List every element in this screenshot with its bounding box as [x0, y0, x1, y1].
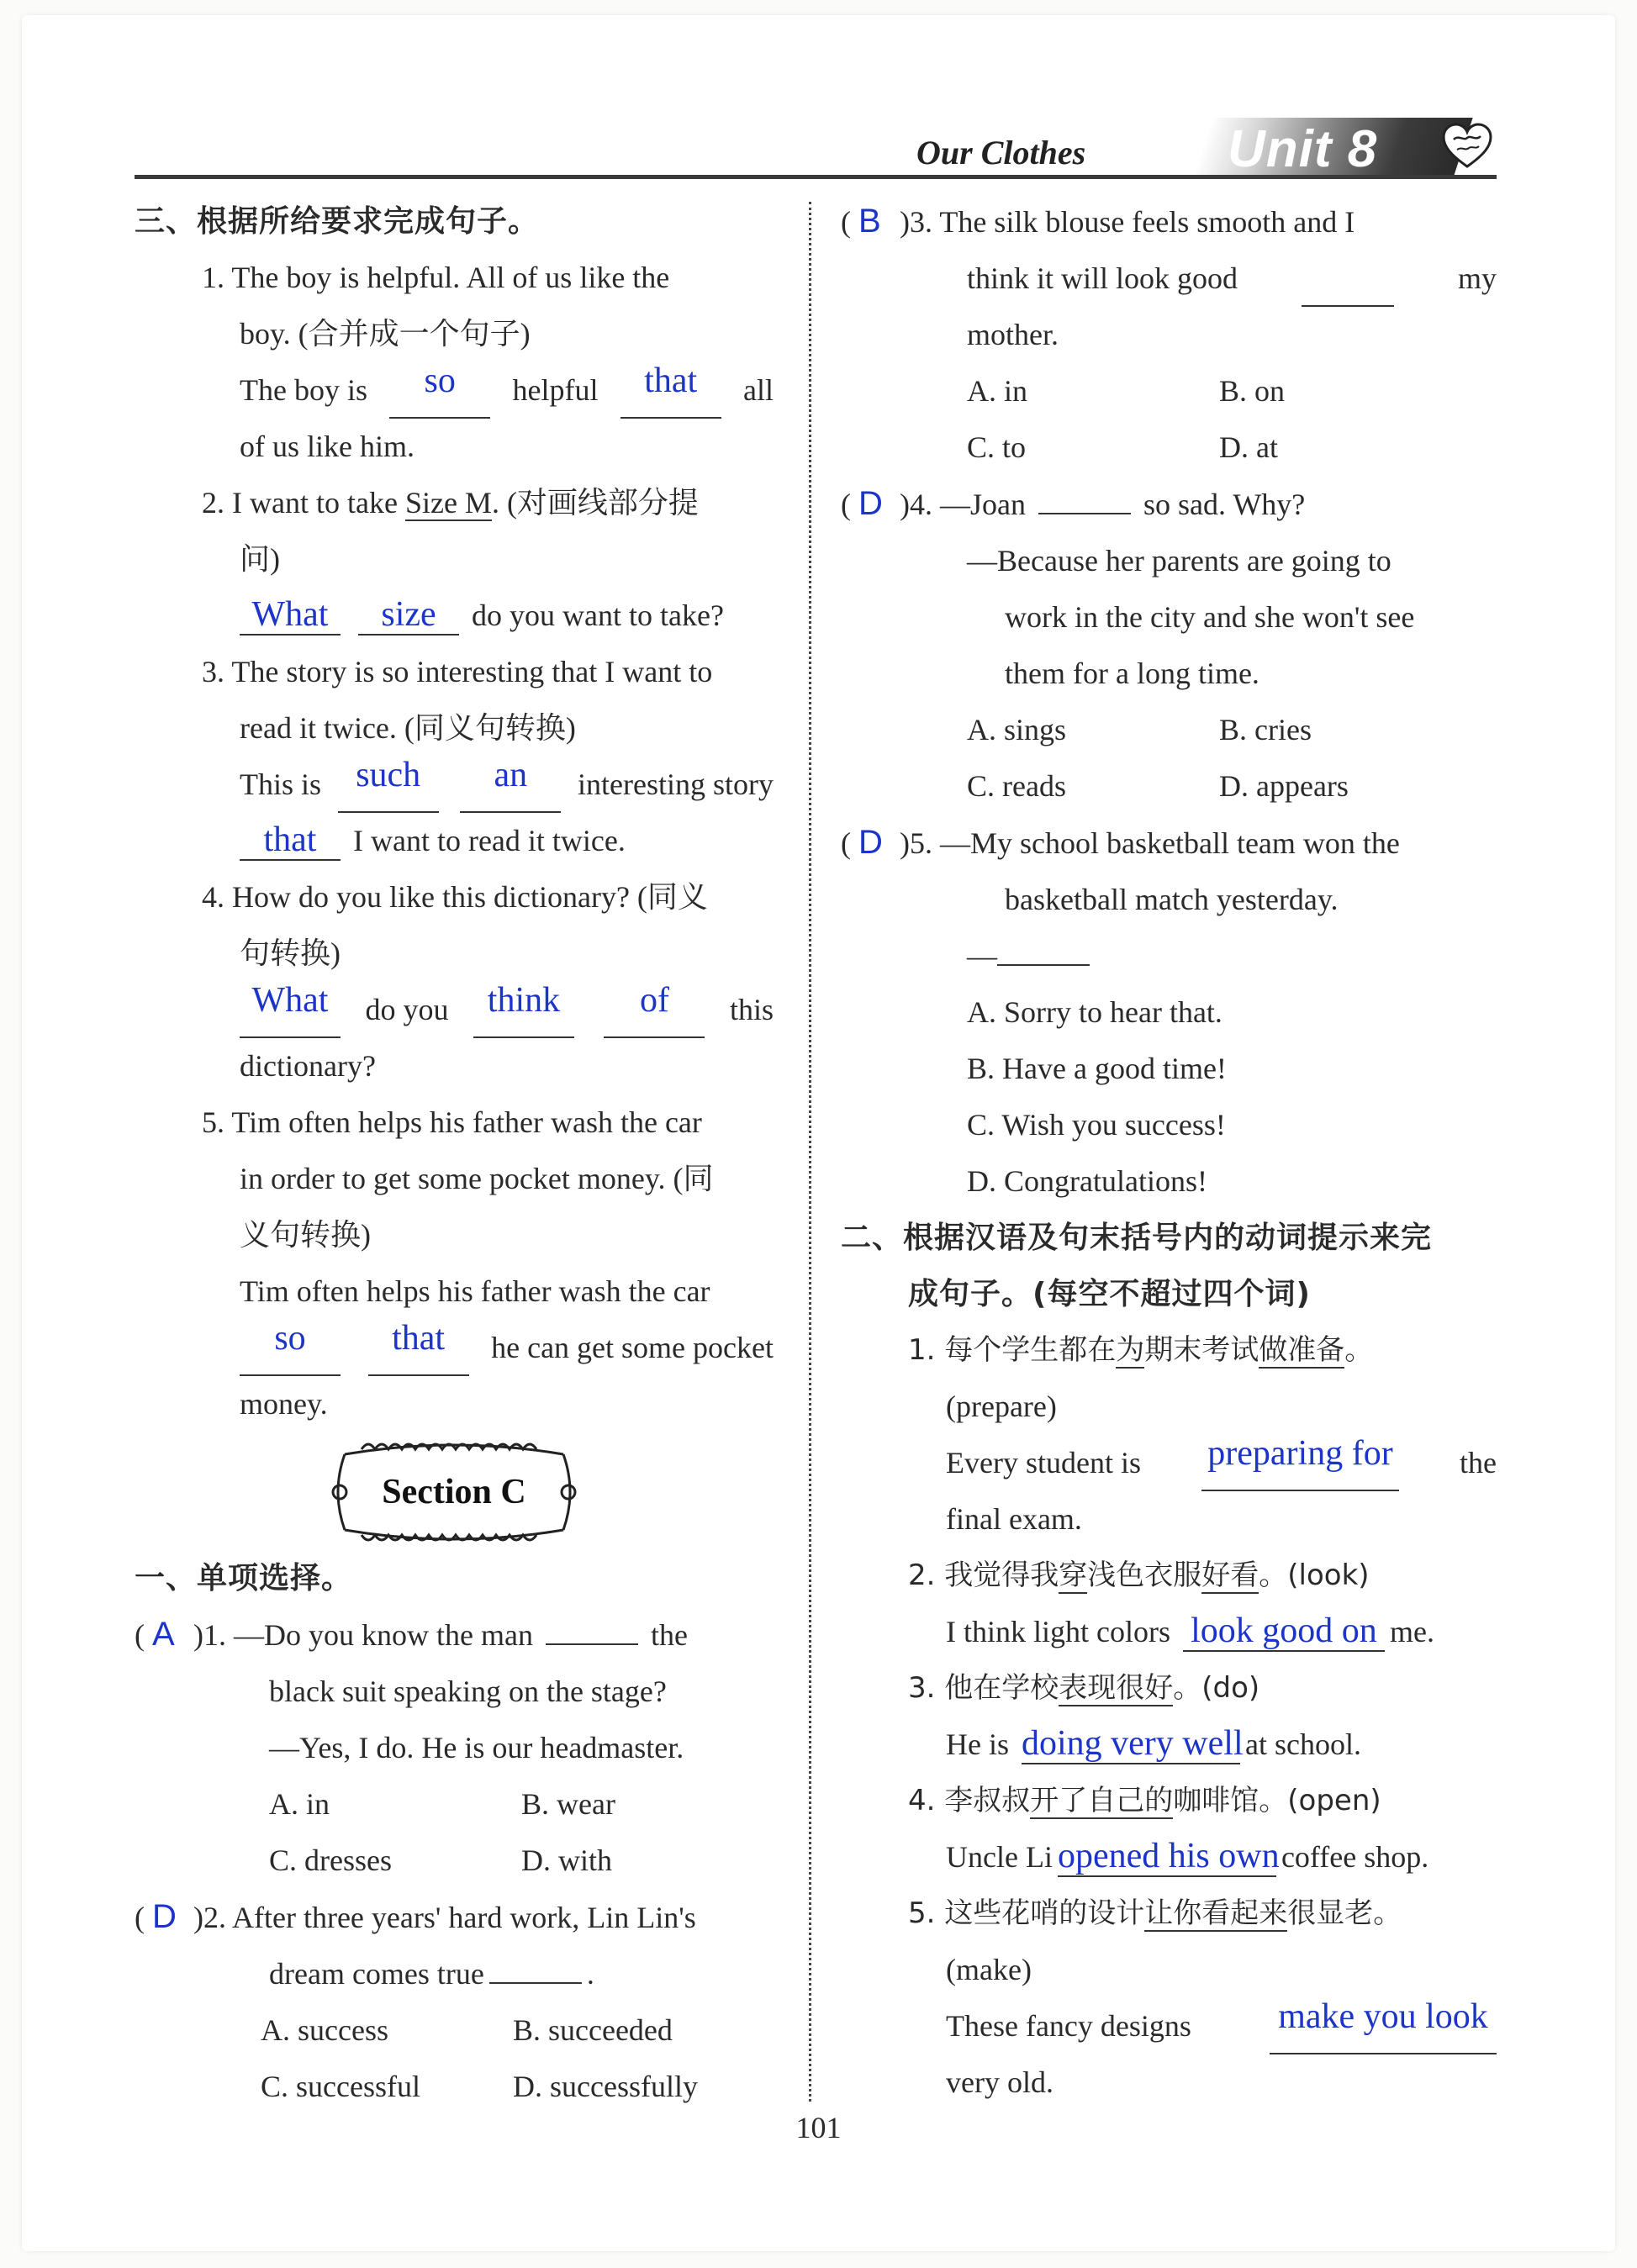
- m4-line1: ( D )4. —Joan so sad. Why?: [841, 485, 1306, 522]
- q1-line1: 1. The boy is helpful. All of us like the: [202, 261, 670, 294]
- m2-line2: dream comes true .: [269, 1957, 594, 1991]
- q5-line2: in order to get some pocket money. (同: [240, 1162, 714, 1195]
- left-column: [135, 193, 774, 2115]
- q5-blank-1[interactable]: so: [240, 1320, 341, 1376]
- m4-line2: —Because her parents are going to: [967, 544, 1391, 578]
- q3-blank-1[interactable]: such: [338, 757, 439, 813]
- section-c-banner: [328, 1437, 580, 1547]
- c5-blank[interactable]: make you look: [1270, 1998, 1497, 2054]
- q3-answer-line-2: that I want to read it twice.: [135, 813, 774, 869]
- q4-line1: 4. How do you like this dictionary? (同义: [202, 880, 708, 914]
- q5-line4: Tim often helps his father wash the car: [240, 1274, 710, 1308]
- m3-line1: ( B )3. The silk blouse feels smooth and I: [841, 203, 1355, 240]
- m3-line2: think it will look good my: [841, 251, 1497, 307]
- q3-blank-3[interactable]: that: [240, 821, 341, 861]
- m5-option-b: B. Have a good time!: [967, 1052, 1227, 1085]
- m1-answer[interactable]: A: [152, 1616, 175, 1653]
- q4-line4: dictionary?: [240, 1049, 376, 1083]
- q4-blank-3[interactable]: of: [604, 982, 705, 1038]
- q1-line2: boy. (合并成一个句子): [240, 317, 531, 351]
- m3-answer[interactable]: B: [858, 203, 881, 240]
- q2-underlined-phrase: Size M: [404, 486, 492, 520]
- q5-line6: money.: [240, 1387, 328, 1421]
- m5-line1: ( D )5. —My school basketball team won the: [841, 824, 1400, 861]
- q1-blank-1[interactable]: so: [389, 362, 490, 419]
- q3-blank-2[interactable]: an: [460, 757, 561, 813]
- q5-line1: 5. Tim often helps his father wash the car: [202, 1105, 702, 1139]
- m5-blank: [997, 964, 1090, 966]
- q2-answer-line: What size do you want to take?: [135, 588, 774, 644]
- m5-option-c: C. Wish you success!: [967, 1108, 1226, 1142]
- page-number: 101: [795, 2111, 842, 2144]
- c1-answer-line: Every student is preparing for the: [841, 1435, 1497, 1491]
- m2-options-cd: C. successful D. successfully: [261, 2070, 698, 2103]
- q3-line2: read it twice. (同义句转换): [240, 711, 576, 745]
- m1-options-cd: C. dresses D. with: [269, 1843, 612, 1877]
- q1-answer-line: The boy is so helpful that all: [135, 362, 774, 419]
- m3-options-cd: C. to D. at: [967, 430, 1278, 464]
- m1-line3: —Yes, I do. He is our headmaster.: [269, 1731, 684, 1764]
- q4-blank-1[interactable]: What: [240, 982, 341, 1038]
- m4-line4: them for a long time.: [1005, 657, 1259, 690]
- c5-line4: very old.: [946, 2065, 1053, 2099]
- c2-blank[interactable]: look good on: [1183, 1612, 1385, 1652]
- c2-chinese: 2. 我觉得我穿浅色衣服好看。(look): [908, 1559, 1370, 1592]
- q4-line2: 句转换): [240, 936, 341, 970]
- m5-option-a: A. Sorry to hear that.: [967, 995, 1222, 1029]
- m5-option-d: D. Congratulations!: [967, 1164, 1207, 1198]
- m4-blank: [1038, 513, 1131, 514]
- c4-blank[interactable]: opened his own: [1057, 1837, 1280, 1875]
- q2-line1: 2. I want to take Size M. (对画线部分提: [202, 486, 699, 520]
- m3-line3: mother.: [967, 318, 1059, 351]
- m4-answer[interactable]: D: [858, 485, 883, 522]
- c5-answer-line: These fancy designs make you look: [841, 1998, 1497, 2054]
- m1-blank: [546, 1643, 638, 1645]
- m1-line1: ( A )1. —Do you know the man the: [135, 1616, 688, 1653]
- q5-line3: 义句转换): [240, 1218, 371, 1252]
- m5-line2: basketball match yesterday.: [1005, 883, 1339, 916]
- q5-blank-2[interactable]: that: [368, 1320, 469, 1376]
- m2-options-ab: A. success B. succeeded: [261, 2013, 673, 2047]
- part2-heading-line1: 二、根据汉语及句末括号内的动词提示来完: [841, 1221, 1433, 1255]
- m1-line2: black suit speaking on the stage?: [269, 1675, 667, 1708]
- m4-options-ab: A. sings B. cries: [967, 713, 1312, 746]
- header-unit-label: Unit 8: [1228, 120, 1378, 178]
- c3-chinese: 3. 他在学校表现很好。(do): [908, 1671, 1260, 1705]
- q2-blank-2[interactable]: size: [358, 596, 459, 636]
- q4-blank-2[interactable]: think: [473, 982, 574, 1038]
- c2-answer-line: I think light colors look good on me.: [946, 1611, 1434, 1650]
- c1-chinese: 1. 每个学生都在为期末考试做准备。: [908, 1333, 1374, 1367]
- part1-heading: 一、单项选择。: [135, 1561, 353, 1596]
- m3-options-ab: A. in B. on: [967, 374, 1286, 408]
- section-c-title: Section C: [382, 1473, 526, 1511]
- c5-hint: (make): [946, 1953, 1032, 1986]
- q1-line4: of us like him.: [240, 430, 415, 463]
- m2-blank: [489, 1982, 582, 1984]
- q5-answer-line: so that he can get some pocket: [135, 1320, 774, 1376]
- page-header: [135, 118, 1497, 185]
- m3-blank: [1302, 251, 1394, 307]
- part3-heading: 三、根据所给要求完成句子。: [135, 204, 540, 239]
- heart-icon: [1442, 123, 1492, 170]
- c1-blank[interactable]: preparing for: [1201, 1435, 1399, 1491]
- m5-line3: —: [841, 928, 1497, 984]
- m4-options-cd: C. reads D. appears: [967, 769, 1349, 803]
- q2-blank-1[interactable]: What: [240, 596, 341, 636]
- c5-chinese: 5. 这些花哨的设计让你看起来很显老。: [908, 1896, 1402, 1930]
- column-divider: [809, 202, 811, 2102]
- m4-line3: work in the city and she won't see: [1005, 600, 1415, 634]
- q2-line2: 问): [240, 542, 280, 576]
- q3-answer-line: This is such an interesting story: [135, 757, 774, 813]
- part2-heading-line2: 成句子。(每空不超过四个词): [908, 1277, 1311, 1311]
- c1-hint: (prepare): [946, 1390, 1057, 1423]
- header-subtitle: Our Clothes: [916, 134, 1086, 171]
- c4-answer-line: Uncle Li opened his owncoffee shop.: [946, 1837, 1429, 1875]
- m1-options-ab: A. in B. wear: [269, 1787, 615, 1821]
- q3-line1: 3. The story is so interesting that I want to: [202, 655, 713, 688]
- m5-answer[interactable]: D: [858, 824, 883, 861]
- q1-blank-2[interactable]: that: [620, 362, 721, 419]
- m2-answer[interactable]: D: [152, 1898, 177, 1935]
- c4-chinese: 4. 李叔叔开了自己的咖啡馆。(open): [908, 1784, 1381, 1817]
- q4-answer-line: What do you think of this: [135, 982, 774, 1038]
- c1-line4: final exam.: [946, 1502, 1082, 1536]
- right-column: [841, 193, 1497, 2111]
- c3-blank[interactable]: doing very well: [1022, 1724, 1244, 1763]
- c3-answer-line: He is doing very wellat school.: [946, 1724, 1361, 1763]
- m2-line1: ( D )2. After three years' hard work, Lin Lin's: [135, 1898, 696, 1935]
